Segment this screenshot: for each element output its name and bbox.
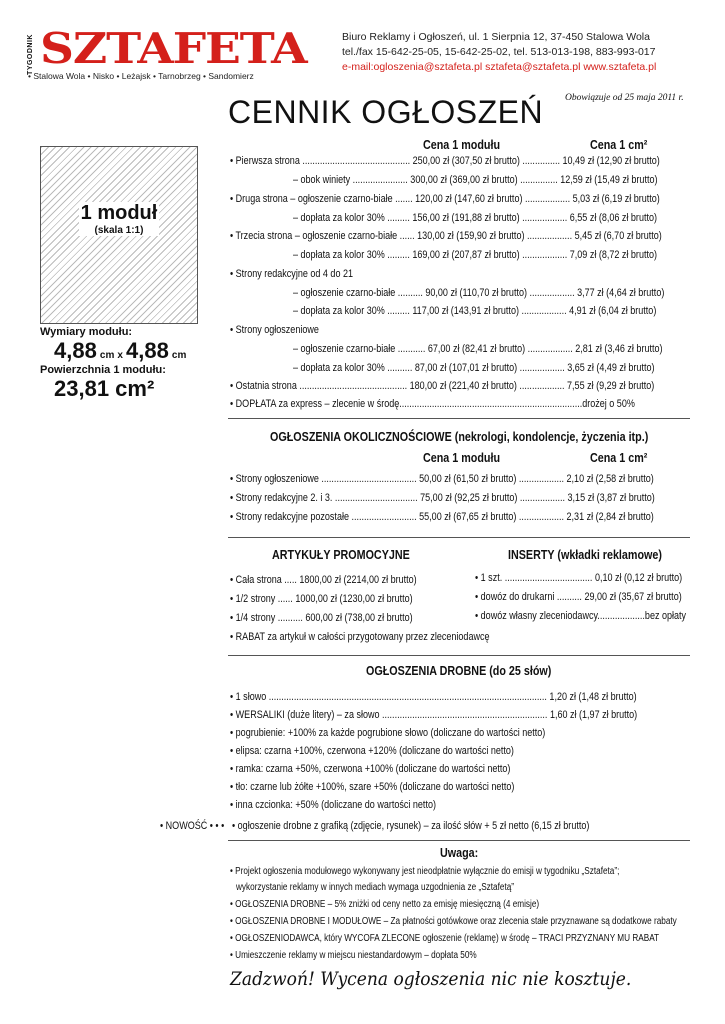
price-row: • DOPŁATA za express – zlecenie w środę.........................................................................drożej o 50% (230, 398, 635, 410)
small-row: • 1 słowo ............................................................................................................... 1,20 zł (1,48 zł brutto) (230, 691, 637, 703)
area-label: Powierzchnia 1 modułu: (40, 364, 166, 376)
contact-emails[interactable]: e-mail:ogloszenia@sztafeta.pl sztafeta@sztafeta.pl www.sztafeta.pl (342, 61, 657, 73)
note-row: • Projekt ogłoszenia modułowego wykonywany jest nieodpłatnie wyłącznie do emisji w tygodniku „Sztafeta”; (230, 866, 620, 877)
dim-x: x (117, 350, 123, 361)
logo-side-text: TYGODNIK (27, 34, 34, 75)
dim-width: 4,88 (54, 338, 97, 363)
small-row: • tło: czarne lub żółte +100%, szare +50% (doliczane do wartości netto) (230, 781, 515, 793)
note-title: Uwaga: (440, 846, 479, 860)
note-row: • OGŁOSZENIA DROBNE – 5% zniżki od ceny netto za emisję miesięczną (4 emisje) (230, 899, 540, 910)
divider (228, 655, 690, 656)
logo-towns: • Stalowa Wola • Nisko • Leżajsk • Tarnobrzeg • Sandomierz (28, 71, 254, 81)
promo-row: • Cała strona ..... 1800,00 zł (2214,00 zł brutto) (230, 574, 417, 586)
valid-from-date: Obowiązuje od 25 maja 2011 r. (565, 93, 684, 103)
small-row: • elipsa: czarna +100%, czerwona +120% (doliczane do wartości netto) (230, 745, 514, 757)
logo-wordmark: SZTAFETA (40, 24, 307, 73)
insert-row: • dowóz do drukarni .......... 29,00 zł (35,67 zł brutto) (475, 591, 682, 603)
small-row: • inna czcionka: +50% (doliczane do wartości netto) (230, 799, 436, 811)
module-dimensions (40, 326, 186, 402)
price-row: – obok winiety ...................... 300,00 zł (369,00 zł brutto) ............... 12,59 zł (15,49 zł brutto) (293, 174, 658, 186)
col-header-module: Cena 1 modułu (423, 451, 501, 465)
col-header-cm: Cena 1 cm² (590, 451, 648, 465)
new-label: • NOWOŚĆ • • • (160, 820, 225, 832)
divider (228, 418, 690, 419)
page-title: CENNIK OGŁOSZEŃ (228, 94, 544, 130)
col-header-cm: Cena 1 cm² (590, 138, 648, 152)
module-name: 1 moduł (80, 202, 158, 224)
module-sample-box (40, 146, 198, 324)
price-row: • Strony ogłoszeniowe (230, 324, 319, 336)
price-row: – dopłata za kolor 30% ......... 156,00 zł (191,88 zł brutto) .................. 6,55 zł (8,06 zł brutto) (293, 212, 657, 224)
small-row: • ogłoszenie drobne z grafiką (zdjęcie, rysunek) – za ilość słów + 5 zł netto (6,15 zł brutto) (232, 820, 590, 832)
promo-row: • 1/2 strony ...... 1000,00 zł (1230,00 zł brutto) (230, 593, 413, 605)
contact-address: Biuro Reklamy i Ogłoszeń, ul. 1 Sierpnia 12, 37-450 Stalowa Wola (342, 31, 650, 43)
occ-row: • Strony ogłoszeniowe ...................................... 50,00 zł (61,50 zł brutto) .................. 2,10 zł (2,58 zł brutto) (230, 473, 654, 485)
note-row: wykorzystanie reklamy w innych mediach wymaga uzgodnienia ze „Sztafetą” (236, 882, 515, 893)
dims-label: Wymiary modułu: (40, 326, 133, 338)
small-row: • pogrubienie: +100% za każde pogrubione słowo (doliczane do wartości netto) (230, 727, 546, 739)
section-title-inserts: INSERTY (wkładki reklamowe) (508, 548, 662, 562)
dim-unit-1: cm (99, 350, 115, 361)
price-row: – dopłata za kolor 30% .......... 87,00 zł (107,01 zł brutto) .................. 3,65 zł (4,49 zł brutto) (293, 362, 655, 374)
note-row: • OGŁOSZENIA DROBNE I MODUŁOWE – Za płatności gotówkowe oraz zlecenia stałe przyznawane są dodatkowe rabaty (230, 916, 677, 927)
section-title-occasional: OGŁOSZENIA OKOLICZNOŚCIOWE (nekrologi, kondolencje, życzenia itp.) (270, 430, 649, 444)
contact-phones: tel./fax 15-642-25-05, 15-642-25-02, tel. 513-013-198, 883-993-017 (342, 46, 656, 58)
dim-unit-2: cm (171, 350, 187, 361)
price-row: • Trzecia strona – ogłoszenie czarno-białe ...... 130,00 zł (159,90 zł brutto) .................. 5,45 zł (6,70 zł brutto) (230, 230, 662, 242)
occ-row: • Strony redakcyjne pozostałe .......................... 55,00 zł (67,65 zł brutto) .................. 2,31 zł (2,84 zł brutto) (230, 511, 654, 523)
section-title-small: OGŁOSZENIA DROBNE (do 25 słów) (366, 664, 552, 678)
divider (228, 840, 690, 841)
price-row: • Ostatnia strona ........................................... 180,00 zł (221,40 zł brutto) .................. 7,55 zł (9,29 zł brutto) (230, 380, 655, 392)
small-row: • ramka: czarna +50%, czerwona +100% (doliczane do wartości netto) (230, 763, 511, 775)
dim-height: 4,88 (126, 338, 169, 363)
area-value: 23,81 cm² (54, 376, 155, 401)
occ-row: • Strony redakcyjne 2. i 3. ................................. 75,00 zł (92,25 zł brutto) .................. 3,15 zł (3,87 zł brutto) (230, 492, 655, 504)
insert-row: • 1 szt. ................................... 0,10 zł (0,12 zł brutto) (475, 572, 683, 584)
promo-row: • 1/4 strony .......... 600,00 zł (738,00 zł brutto) (230, 612, 413, 624)
footer-slogan: Zadzwoń! Wycena ogłoszenia nic nie kosztuje. (230, 968, 632, 990)
module-scale: (skala 1:1) (94, 225, 144, 236)
contact-block (342, 30, 656, 75)
price-row: • Druga strona – ogłoszenie czarno-białe ....... 120,00 zł (147,60 zł brutto) .................. 5,03 zł (6,19 zł brutto) (230, 193, 660, 205)
price-row: – ogłoszenie czarno-białe .......... 90,00 zł (110,70 zł brutto) .................. 3,77 zł (4,64 zł brutto) (293, 287, 665, 299)
price-row: • Strony redakcyjne od 4 do 21 (230, 268, 353, 280)
price-row: – dopłata za kolor 30% ......... 169,00 zł (207,87 zł brutto) .................. 7,09 zł (8,72 zł brutto) (293, 249, 657, 261)
price-row: – ogłoszenie czarno-białe ........... 67,00 zł (82,41 zł brutto) .................. 2,81 zł (3,46 zł brutto) (293, 343, 663, 355)
col-header-module: Cena 1 modułu (423, 138, 501, 152)
note-row: • OGŁOSZENIODAWCA, który WYCOFA ZLECONE ogłoszenie (reklamę) w środę – TRACI PRZYZNANY MU RABAT (230, 933, 660, 944)
small-row: • WERSALIKI (duże litery) – za słowo .................................................................. 1,60 zł (1,97 zł brutto) (230, 709, 638, 721)
section-title-promo: ARTYKUŁY PROMOCYJNE (272, 548, 410, 562)
price-row: • Pierwsza strona ........................................... 250,00 zł (307,50 zł brutto) ............... 10,49 zł (12,90 zł brutto) (230, 155, 660, 167)
module-label (79, 202, 159, 236)
price-row: – dopłata za kolor 30% ......... 117,00 zł (143,91 zł brutto) .................. 4,91 zł (6,04 zł brutto) (293, 305, 657, 317)
note-row: • Umieszczenie reklamy w miejscu niestandardowym – dopłata 50% (230, 950, 477, 961)
divider (228, 537, 690, 538)
insert-row: • dowóz własny zleceniodawcy...................bez opłaty (475, 610, 687, 622)
promo-rabat: • RABAT za artykuł w całości przygotowany przez zleceniodawcę (230, 631, 490, 643)
